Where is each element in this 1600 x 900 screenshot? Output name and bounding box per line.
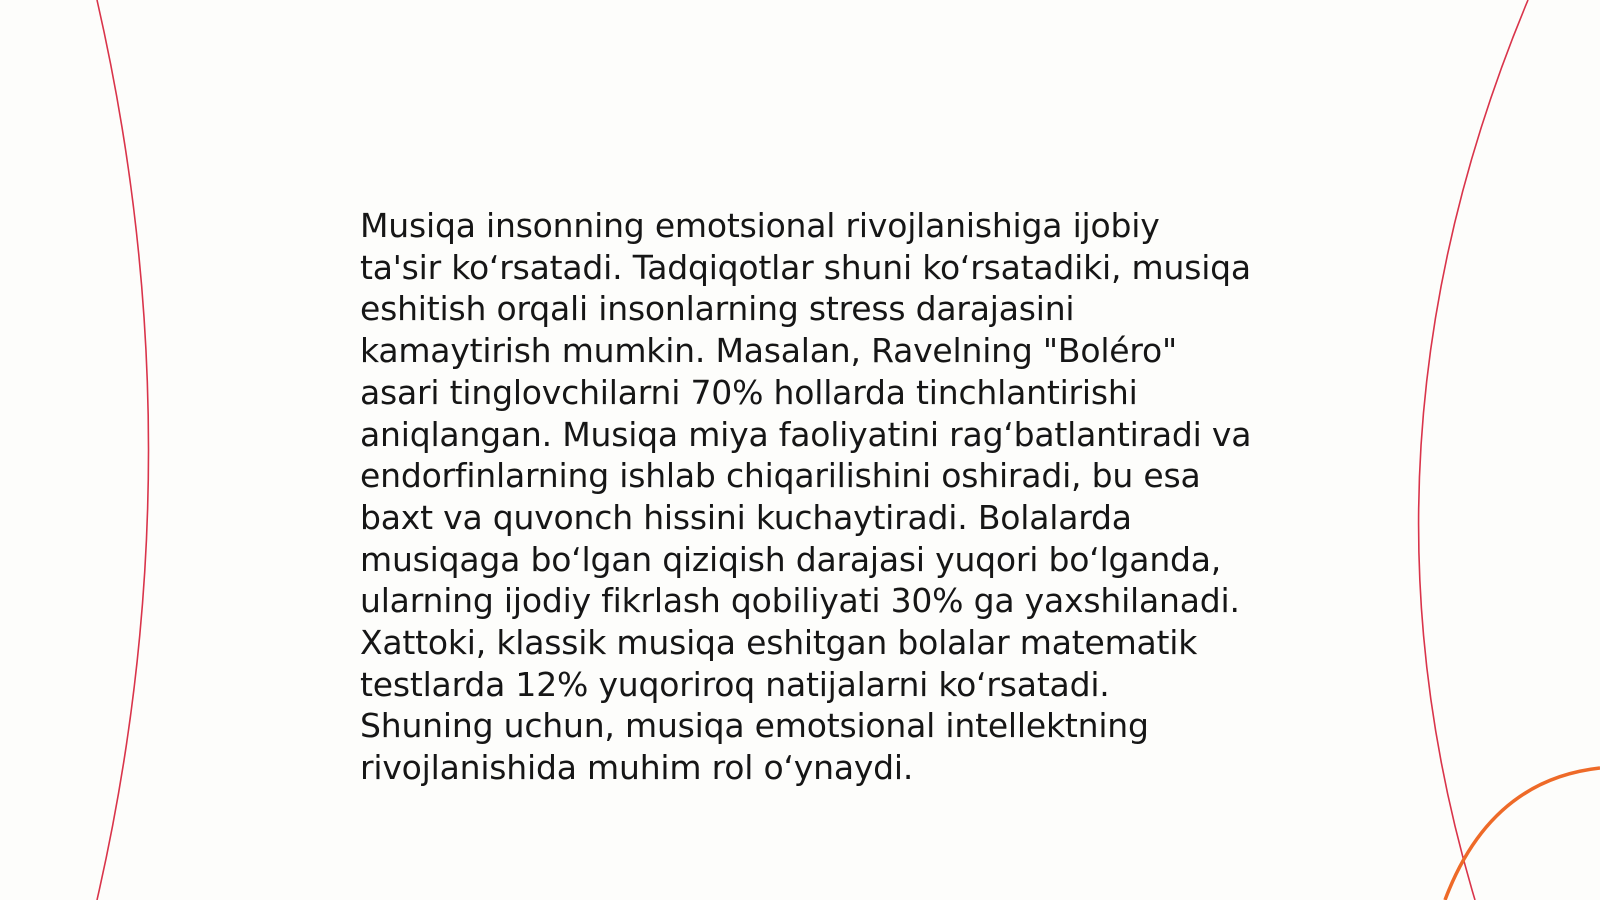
left-red-arc: [97, 0, 149, 900]
right-red-arc: [1419, 0, 1528, 900]
bottom-right-orange-arc: [1445, 768, 1600, 900]
body-paragraph: Musiqa insonning emotsional rivojlanishiga ijobiy ta'sir koʻrsatadi. Tadqiqotlar shuni koʻrsatadiki, musiqa eshitish orqali insonlarning stress darajasini kamaytirish mumkin. Masalan, Ravelning "Boléro" asari tinglovchilarni 70% hollarda tinchlantirishi aniqlangan. Musiqa miya faoliyatini ragʻbatlantiradi va endorfinlarning ishlab chiqarilishini oshiradi, bu esa baxt va quvonch hissini kuchaytiradi. Bolalarda musiqaga boʻlgan qiziqish darajasi yuqori boʻlganda, ularning ijodiy fikrlash qobiliyati 30% ga yaxshilanadi. Xattoki, klassik musiqa eshitgan bolalar matematik testlarda 12% yuqoriroq natijalarni koʻrsatadi. Shuning uchun, musiqa emotsional intellektning rivojlanishida muhim rol oʻynaydi.: [360, 206, 1252, 788]
